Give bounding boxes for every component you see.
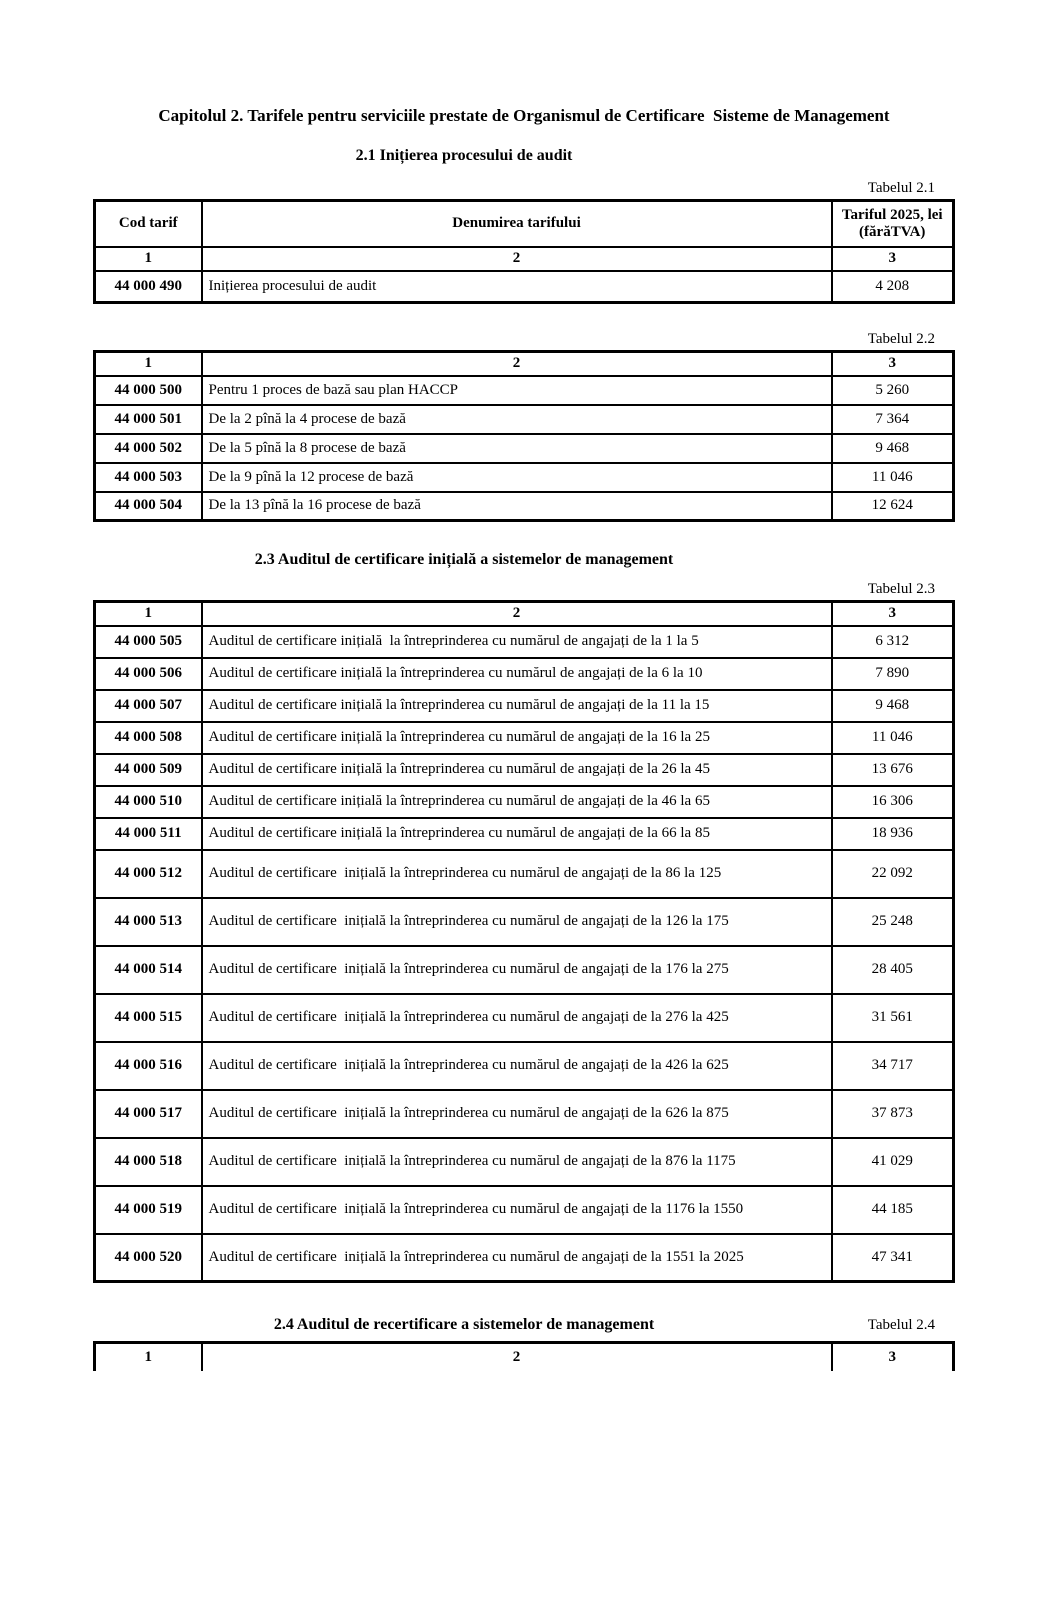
tariff-table-2-3 (93, 600, 955, 1283)
cell-denumirea: Inițierea procesului de audit (202, 271, 832, 303)
cell-tariff-value: 25 248 (832, 898, 954, 946)
cell-cod-tarif: 44 000 509 (95, 754, 202, 786)
cell-tariff-value: 22 092 (832, 850, 954, 898)
cell-denumirea: De la 2 pînă la 4 procese de bază (202, 405, 832, 434)
tariff-row (95, 786, 954, 818)
tariff-row (95, 492, 954, 521)
cell-cod-tarif: 44 000 504 (95, 492, 202, 521)
tariff-row (95, 1090, 954, 1138)
table-label-2-4: Tabelul 2.4 (867, 1317, 935, 1333)
cell-tariff-value: 5 260 (832, 376, 954, 405)
tariff-row (95, 658, 954, 690)
cell-cod-tarif: 44 000 505 (95, 626, 202, 658)
cell-denumirea: Auditul de certificare inițială la întreprinderea cu numărul de angajați de la 66 la 85 (202, 818, 832, 850)
cell-tariff-value: 9 468 (832, 690, 954, 722)
cell-cod-tarif: 44 000 512 (95, 850, 202, 898)
cell-tariff-value: 9 468 (832, 434, 954, 463)
table-header-row (95, 201, 954, 247)
column-number: 1 (95, 352, 202, 376)
cell-tariff-value: 13 676 (832, 754, 954, 786)
tariff-row (95, 1186, 954, 1234)
column-number-row (95, 247, 954, 271)
cell-cod-tarif: 44 000 519 (95, 1186, 202, 1234)
cell-denumirea: De la 9 pînă la 12 procese de bază (202, 463, 832, 492)
cell-cod-tarif: 44 000 501 (95, 405, 202, 434)
tariff-row (95, 818, 954, 850)
section-row-2-4 (93, 1316, 955, 1334)
column-number-row (95, 1343, 954, 1371)
chapter-title: Capitolul 2. Tarifele pentru serviciile prestate de Organismul de Certificare Sisteme de Management (158, 106, 890, 125)
col-header-cod-tarif: Cod tarif (95, 201, 202, 247)
column-number: 1 (95, 602, 202, 626)
tariff-row (95, 754, 954, 786)
cell-tariff-value: 47 341 (832, 1234, 954, 1282)
cell-tariff-value: 11 046 (832, 722, 954, 754)
cell-tariff-value: 28 405 (832, 946, 954, 994)
cell-denumirea: Auditul de certificare inițială la întreprinderea cu numărul de angajați de la 626 la 875 (202, 1090, 832, 1138)
cell-denumirea: Pentru 1 proces de bază sau plan HACCP (202, 376, 832, 405)
section-heading-2-4: 2.4 Auditul de recertificare a sistemelor de management (273, 1316, 655, 1333)
cell-cod-tarif: 44 000 510 (95, 786, 202, 818)
cell-denumirea: Auditul de certificare inițială la întreprinderea cu numărul de angajați de la 426 la 625 (202, 1042, 832, 1090)
tariff-row (95, 1138, 954, 1186)
tariff-row (95, 1234, 954, 1282)
cell-cod-tarif: 44 000 516 (95, 1042, 202, 1090)
column-number: 3 (832, 1343, 954, 1371)
tariff-table-2-4 (93, 1341, 955, 1371)
cell-denumirea: De la 13 pînă la 16 procese de bază (202, 492, 832, 521)
cell-denumirea: Auditul de certificare inițială la întreprinderea cu numărul de angajați de la 6 la 10 (202, 658, 832, 690)
cell-tariff-value: 11 046 (832, 463, 954, 492)
cell-tariff-value: 6 312 (832, 626, 954, 658)
tariff-table-2-1 (93, 199, 955, 304)
cell-cod-tarif: 44 000 513 (95, 898, 202, 946)
tariff-row (95, 434, 954, 463)
cell-tariff-value: 7 890 (832, 658, 954, 690)
col-header-denumirea: Denumirea tarifului (202, 201, 832, 247)
tariff-table-2-2 (93, 350, 955, 522)
cell-tariff-value: 34 717 (832, 1042, 954, 1090)
table-label-2-1: Tabelul 2.1 (867, 180, 935, 196)
column-number: 2 (202, 352, 832, 376)
cell-denumirea: Auditul de certificare inițială la întreprinderea cu numărul de angajați de la 86 la 125 (202, 850, 832, 898)
cell-denumirea: Auditul de certificare inițială la întreprinderea cu numărul de angajați de la 176 la 275 (202, 946, 832, 994)
column-number: 2 (202, 602, 832, 626)
cell-cod-tarif: 44 000 503 (95, 463, 202, 492)
cell-denumirea: Auditul de certificare inițială la întreprinderea cu numărul de angajați de la 126 la 175 (202, 898, 832, 946)
tariff-row (95, 1042, 954, 1090)
table-label-2-3: Tabelul 2.3 (867, 581, 935, 597)
cell-denumirea: Auditul de certificare inițială la întreprinderea cu numărul de angajați de la 26 la 45 (202, 754, 832, 786)
cell-tariff-value: 12 624 (832, 492, 954, 521)
column-number-row (95, 602, 954, 626)
document-page (0, 106, 1058, 1603)
cell-denumirea: Auditul de certificare inițială la întreprinderea cu numărul de angajați de la 1176 la 1550 (202, 1186, 832, 1234)
cell-denumirea: Auditul de certificare inițială la întreprinderea cu numărul de angajați de la 1 la 5 (202, 626, 832, 658)
cell-tariff-value: 37 873 (832, 1090, 954, 1138)
column-number: 3 (832, 602, 954, 626)
section-heading-2-3: 2.3 Auditul de certificare inițială a sistemelor de management (254, 551, 674, 568)
cell-cod-tarif: 44 000 508 (95, 722, 202, 754)
tariff-row (95, 463, 954, 492)
tariff-row (95, 690, 954, 722)
cell-tariff-value: 44 185 (832, 1186, 954, 1234)
cell-cod-tarif: 44 000 502 (95, 434, 202, 463)
cell-tariff-value: 31 561 (832, 994, 954, 1042)
cell-denumirea: Auditul de certificare inițială la întreprinderea cu numărul de angajați de la 1551 la 2025 (202, 1234, 832, 1282)
column-number: 2 (202, 247, 832, 271)
cell-cod-tarif: 44 000 520 (95, 1234, 202, 1282)
tariff-row (95, 376, 954, 405)
cell-cod-tarif: 44 000 511 (95, 818, 202, 850)
tariff-row (95, 271, 954, 303)
cell-denumirea: Auditul de certificare inițială la întreprinderea cu numărul de angajați de la 876 la 1175 (202, 1138, 832, 1186)
cell-tariff-value: 4 208 (832, 271, 954, 303)
cell-denumirea: De la 5 pînă la 8 procese de bază (202, 434, 832, 463)
cell-tariff-value: 18 936 (832, 818, 954, 850)
column-number: 3 (832, 352, 954, 376)
col-header-tariful: Tariful 2025, lei (fărăTVA) (832, 201, 954, 247)
cell-tariff-value: 16 306 (832, 786, 954, 818)
column-number: 3 (832, 247, 954, 271)
tariff-row (95, 626, 954, 658)
cell-denumirea: Auditul de certificare inițială la întreprinderea cu numărul de angajați de la 11 la 15 (202, 690, 832, 722)
column-number-row (95, 352, 954, 376)
column-number: 1 (95, 1343, 202, 1371)
cell-cod-tarif: 44 000 517 (95, 1090, 202, 1138)
cell-tariff-value: 7 364 (832, 405, 954, 434)
cell-denumirea: Auditul de certificare inițială la întreprinderea cu numărul de angajați de la 46 la 65 (202, 786, 832, 818)
tariff-row (95, 850, 954, 898)
cell-denumirea: Auditul de certificare inițială la întreprinderea cu numărul de angajați de la 276 la 425 (202, 994, 832, 1042)
cell-cod-tarif: 44 000 507 (95, 690, 202, 722)
tariff-row (95, 946, 954, 994)
section-heading-2-1: 2.1 Inițierea procesului de audit (355, 147, 573, 164)
cell-denumirea: Auditul de certificare inițială la întreprinderea cu numărul de angajați de la 16 la 25 (202, 722, 832, 754)
column-number: 1 (95, 247, 202, 271)
cell-cod-tarif: 44 000 518 (95, 1138, 202, 1186)
column-number: 2 (202, 1343, 832, 1371)
cell-cod-tarif: 44 000 515 (95, 994, 202, 1042)
tariff-row (95, 722, 954, 754)
cell-tariff-value: 41 029 (832, 1138, 954, 1186)
cell-cod-tarif: 44 000 500 (95, 376, 202, 405)
cell-cod-tarif: 44 000 506 (95, 658, 202, 690)
tariff-row (95, 898, 954, 946)
table-label-2-2: Tabelul 2.2 (867, 331, 935, 347)
cell-cod-tarif: 44 000 490 (95, 271, 202, 303)
tariff-row (95, 994, 954, 1042)
tariff-row (95, 405, 954, 434)
cell-cod-tarif: 44 000 514 (95, 946, 202, 994)
